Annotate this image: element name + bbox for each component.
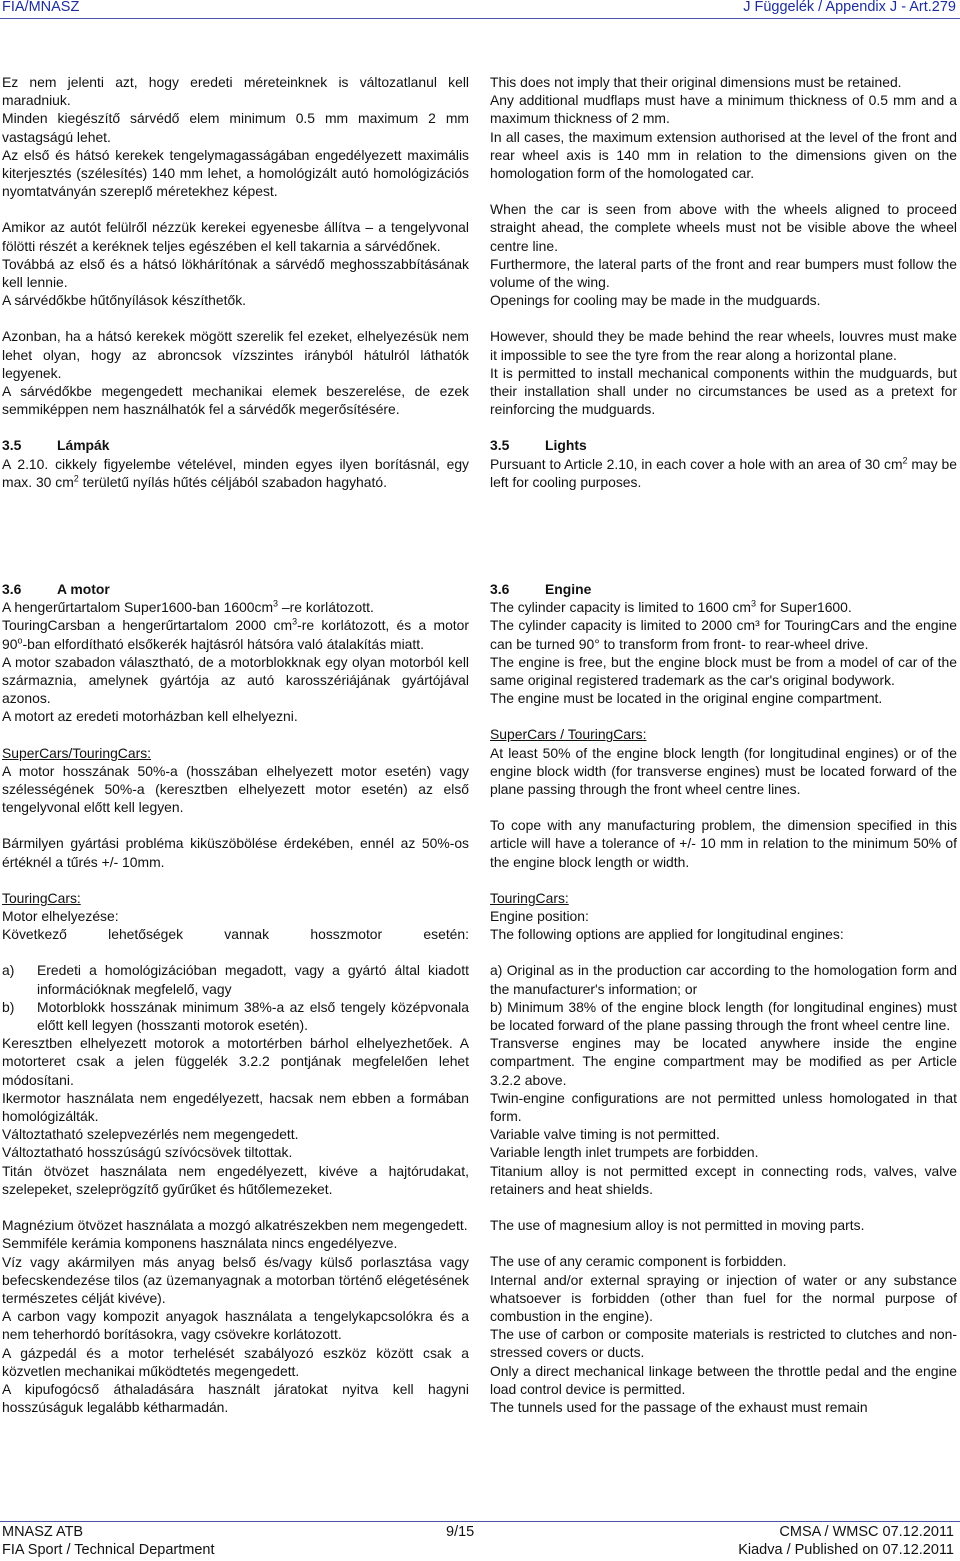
paragraph: Minden kiegészítő sárvédő elem minimum 0.5 mm maximum 2 mm vastagságú lehet. xyxy=(2,110,469,145)
list-item: a) Original as in the production car according to the homologation form and the manufacturer's information; or xyxy=(490,962,957,997)
paragraph: Any additional mudflaps must have a minimum thickness of 0.5 mm and a maximum thickness of 2 mm. xyxy=(490,92,957,127)
page-number: 9/15 xyxy=(446,1524,475,1540)
paragraph: Titán ötvözet használata nem engedélyezett, kivéve a hajtórudakat, szelepeket, szeleprögzítő gyűrűket és hűtőlemezeket. xyxy=(2,1162,469,1197)
header-right: J Függelék / Appendix J - Art.279 xyxy=(743,0,956,15)
paragraph: Bármilyen gyártási probléma kiküszöbölése érdekében, ennél az 50%-os értéknél a tűrés +/- 10mm. xyxy=(2,835,469,870)
paragraph: A 2.10. cikkely figyelembe vételével, minden egyes ilyen borításnál, egy max. 30 $cm^2$ területű nyílás hűtés céljából szabadon hagyható. xyxy=(2,455,469,490)
paragraph: Következő lehetőségek vannak hosszmotor esetén: xyxy=(2,926,469,943)
paragraph: The use of carbon or composite materials is restricted to clutches and non-stressed covers or ducts. xyxy=(490,1326,957,1361)
paragraph: At least 50% of the engine block length (for longitudinal engines) or of the engine block width (for transverse engines) must be located forward of the plane passing through the front wheel centre lines. xyxy=(490,744,957,798)
paragraph: A sárvédőkbe hűtőnyílások készíthetők. xyxy=(2,292,247,309)
paragraph: Továbbá az első és a hátsó lökhárítónak a sárvédő meghosszabbításának kell lennie. xyxy=(2,255,469,291)
paragraph: Only a direct mechanical linkage between the throttle pedal and the engine load control device is permitted. xyxy=(490,1362,957,1397)
paragraph: A gázpedál és a motor terhelését szabályozó eszköz között csak a közvetlen mechanikai működtetés megengedett. xyxy=(2,1344,469,1379)
paragraph: Azonban, ha a hátsó kerekek mögött szerelik fel ezeket, elhelyezésük nem lehet olyan, hogy az abroncsok vízszintes irányból hátulról láthatók legyenek. xyxy=(2,328,469,381)
paragraph: Openings for cooling may be made in the mudguards. xyxy=(490,292,821,309)
paragraph: It is permitted to install mechanical components within the mudguards, but their installation shall under no circumstances be used as a pretext for reinforcing the mudguards. xyxy=(490,364,957,418)
paragraph: The use of magnesium alloy is not permitted in moving parts. xyxy=(490,1217,865,1234)
paragraph: Variable valve timing is not permitted. xyxy=(490,1126,720,1143)
paragraph: A motor szabadon választható, de a motorblokknak egy olyan motorból kell származnia, amelynek gyártója az autó karosszériájának gyártójával azonos. xyxy=(2,653,469,707)
right-column-bodywork xyxy=(490,73,957,491)
paragraph: The tunnels used for the passage of the exhaust must remain xyxy=(490,1398,868,1415)
header-left: FIA/MNASZ xyxy=(2,0,80,15)
paragraph: To cope with any manufacturing problem, the dimension specified in this article will have a tolerance of +/- 10 mm in relation to the minimum 50% of the engine block length or width. xyxy=(490,817,957,870)
paragraph: A motor hosszának 50%-a (hosszában elhelyezett motor esetén) vagy szélességének 50%-a (keresztben elhelyezett motor esetén) az első tengelyvonal előtt kell legyen. xyxy=(2,762,469,816)
paragraph: Pursuant to Article 2.10, in each cover a hole with an area of 30 $cm^2$ may be left for cooling purposes. xyxy=(490,455,957,490)
paragraph: Twin-engine configurations are not permitted unless homologated in that form. xyxy=(490,1089,957,1125)
footer-right-bottom: Kiadva / Published on 07.12.2011 xyxy=(738,1542,954,1558)
paragraph: Motor elhelyezése: xyxy=(2,908,119,925)
paragraph: Internal and/or external spraying or injection of water or any substance whatsoever is forbidden (other than fuel for the normal purpose of combustion in the engine). xyxy=(490,1271,957,1324)
left-column-bodywork xyxy=(2,73,469,491)
list-item: b) Motorblokk hosszának minimum 38%-a az első tengely középvonala előtt kell legyen (hosszanti motorok esetén). xyxy=(2,998,469,1034)
paragraph: Változtatható szelepvezérlés nem megengedett. xyxy=(2,1126,299,1143)
left-column-engine xyxy=(2,580,469,1416)
paragraph: A carbon vagy kompozit anyagok használata a tengelykapcsolókra és a nem teherhordó borításokra, vagy csövekre korlátozott. xyxy=(2,1308,469,1343)
paragraph: A hengerűrtartalom Super1600-ban $1600cm^3$ –re korlátozott. xyxy=(2,598,374,616)
paragraph: Az első és hátsó kerekek tengelymagasságában engedélyezett maximális kiterjesztés (szélesítés) 140 mm lehet, a homológizált autó homológizációs nyomtatványán szereplő méretekhez képest. xyxy=(2,146,469,200)
paragraph: In all cases, the maximum extension authorised at the level of the front and rear wheel axis is 140 mm in relation to the dimensions given on the homologation form of the homologated car. xyxy=(490,128,957,182)
paragraph: A motort az eredeti motorházban kell elhelyezni. xyxy=(2,708,298,725)
paragraph: The cylinder capacity is limited to 1600 $cm^3$ for Super1600. xyxy=(490,598,852,616)
footer-left-bottom: FIA Sport / Technical Department xyxy=(2,1542,215,1558)
paragraph: Variable length inlet trumpets are forbidden. xyxy=(490,1144,759,1161)
paragraph: Titanium alloy is not permitted except in connecting rods, valves, valve retainers and heat shields. xyxy=(490,1162,957,1197)
subheading: TouringCars: xyxy=(490,889,569,906)
section-heading-3-6: 3.6 Engine xyxy=(490,581,592,597)
paragraph: Magnézium ötvözet használata a mozgó alkatrészekben nem megengedett. xyxy=(2,1217,468,1234)
paragraph: Ikermotor használata nem engedélyezett, hacsak nem ebben a formában homológizálták. xyxy=(2,1089,469,1125)
section-heading-3-6: 3.6 A motor xyxy=(2,581,110,597)
paragraph: The engine must be located in the original engine compartment. xyxy=(490,690,883,707)
paragraph: This does not imply that their original dimensions must be retained. xyxy=(490,74,902,90)
list-item: b) Minimum 38% of the engine block length (for longitudinal engines) must be located forward of the plane passing through the front wheel centre line. xyxy=(490,998,957,1034)
section-heading-3-5: 3.5 Lámpák xyxy=(2,437,110,454)
paragraph: The following options are applied for longitudinal engines: xyxy=(490,926,844,943)
list-item: a) Eredeti a homológizációban megadott, vagy a gyártó által kiadott információknak megfelelő, vagy xyxy=(2,962,469,997)
page-footer xyxy=(0,1521,960,1558)
paragraph: Transverse engines may be located anywhere inside the engine compartment. The engine compartment may be modified as per Article 3.2.2 above. xyxy=(490,1035,957,1088)
paragraph: Ez nem jelenti azt, hogy eredeti méreteinknek is változatlanul kell maradniuk. xyxy=(2,74,469,109)
page-header xyxy=(0,0,960,19)
right-column-engine xyxy=(490,580,957,1416)
paragraph: TouringCarsban a hengerűrtartalom 2000 $cm^3-re$ korlátozott, és a motor 90$^o$-ban elfordítható elsőkerék hajtásról hátsóra való átalakítás miatt. xyxy=(2,616,469,652)
footer-left-top: MNASZ ATB xyxy=(2,1524,84,1540)
paragraph: Víz vagy akármilyen más anyag belső és/vagy külső porlasztása vagy befecskendezése tilos (az üzemanyagnak a motorban történő elégetésének természetes célját kivéve). xyxy=(2,1253,469,1306)
paragraph: Engine position: xyxy=(490,908,589,925)
paragraph: The engine is free, but the engine block must be from a model of car of the same original registered trademark as the car's original bodywork. xyxy=(490,653,957,689)
section-heading-3-5: 3.5 Lights xyxy=(490,437,587,454)
paragraph: Amikor az autót felülről nézzük kerekei egyenesbe állítva – a tengelyvonal fölötti részét a keréknek teljes egészében el kell takarnia a sárvédőnek. xyxy=(2,219,469,254)
subheading: SuperCars / TouringCars: xyxy=(490,726,647,743)
paragraph: When the car is seen from above with the wheels aligned to proceed straight ahead, the complete wheels must not be visible above the wheel centre line. xyxy=(490,201,957,254)
paragraph: Keresztben elhelyezett motorok a motortérben bárhol elhelyezhetőek. A motorteret csak a jelen függelék 3.2.2 pontjának megfelelően lehet módosítani. xyxy=(2,1035,469,1088)
paragraph: Változtatható hosszúságú szívócsövek tiltottak. xyxy=(2,1144,293,1161)
paragraph: A sárvédőkbe megengedett mechanikai elemek beszerelése, de ezek semmiképpen nem használhatók fel a sárvédők megerősítésére. xyxy=(2,383,469,418)
paragraph: The cylinder capacity is limited to 2000 cm³ for TouringCars and the engine can be turned 90° to transform from front- to rear-wheel drive. xyxy=(490,617,957,652)
paragraph: The use of any ceramic component is forbidden. xyxy=(490,1253,787,1270)
subheading: TouringCars: xyxy=(2,889,81,906)
subheading: SuperCars/TouringCars: xyxy=(2,744,151,761)
footer-right-top: CMSA / WMSC 07.12.2011 xyxy=(779,1524,954,1540)
paragraph: Furthermore, the lateral parts of the front and rear bumpers must follow the volume of the wing. xyxy=(490,255,957,291)
paragraph: A kipufogócső áthaladására használt járatokat nyitva kell hagyni hosszúságuk legalább kétharmadán. xyxy=(2,1380,469,1416)
paragraph: Semmiféle kerámia komponens használata nincs engedélyezve. xyxy=(2,1235,398,1252)
paragraph: However, should they be made behind the rear wheels, louvres must make it impossible to see the tyre from the rear along a horizontal plane. xyxy=(490,328,957,363)
